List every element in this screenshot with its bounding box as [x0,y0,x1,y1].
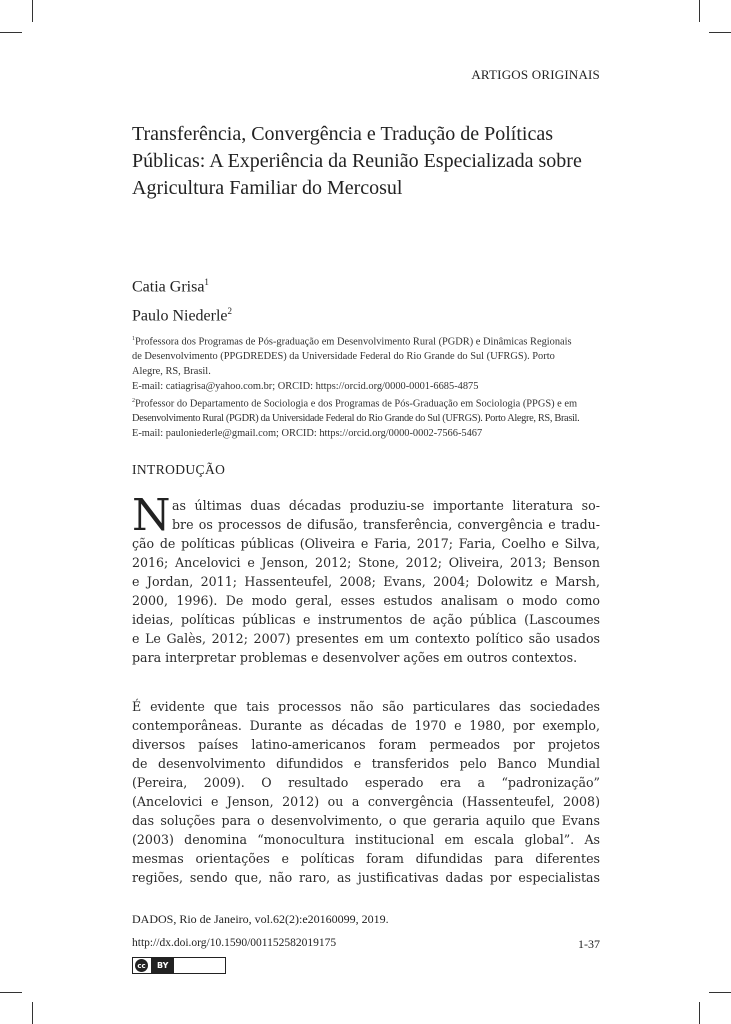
drop-cap: N [132,490,171,541]
affiliation-1 [132,332,602,394]
text-line: (Ancelovici e Jenson, 2012) ou a convergência (Hassenteufel, 2008) [132,794,600,809]
text-line: ção de políticas públicas (Oliveira e Faria, 2017; Faria, Coelho e Silva, [132,536,600,551]
text-line: diversos países latino-americanos foram permeados por projetos [132,737,600,752]
text-line: (Pereira, 2009). O resultado esperado era a “padronização” [132,775,600,790]
affiliation-line: Desenvolvimento Rural (PGDR) da Universidade Federal do Rio Grande do Sul (UFRGS). Porto Alegre, RS, Brasil. [132,413,580,425]
author-mark: 1 [204,277,209,287]
journal-citation: DADOS, Rio de Janeiro, vol.62(2):e20160099, 2019. [132,912,389,926]
text-line: É evidente que tais processos não são particulares das sociedades [132,699,600,714]
page-range: 1-37 [578,937,600,951]
text-line: 2000, 1996). De modo geral, esses estudos analisam o modo como [132,593,600,608]
text-line: 2016; Ancelovici e Jenson, 2012; Stone, 2012; Oliveira, 2013; Benson [132,555,600,570]
paragraph-2 [132,697,600,887]
section-heading: INTRODUÇÃO [132,462,226,477]
author [132,270,232,299]
author [132,299,232,328]
affiliation-line: Alegre, RS, Brasil. [132,366,211,378]
text-line: bre os processos de difusão, transferência, convergência e tradu- [172,517,600,532]
section-label: ARTIGOS ORIGINAIS [471,67,600,82]
affiliation-2 [132,394,602,441]
crop-mark [709,992,731,993]
text-line: (2003) denomina “monocultura institucional em escala global”. As [132,832,600,847]
text-line: regiões, sendo que, não raro, as justificativas dadas por especialistas [132,870,600,885]
text-line: as últimas duas décadas produziu-se importante literatura so- [172,498,600,513]
crop-mark [32,0,33,22]
crop-mark [709,32,731,33]
title-line: Transferência, Convergência e Tradução de Políticas [132,123,554,145]
affiliation-line: de Desenvolvimento (PPGDREDES) da Universidade Federal do Rio Grande do Sul (UFRGS). Porto [132,351,555,363]
by-label: BY [151,958,174,973]
text-line: para interpretar problemas e desenvolver ações em outros contextos. [132,650,578,665]
crop-mark [699,1002,700,1024]
text-line: mesmas orientações e políticas foram difundidas para diferentes [132,851,600,866]
crop-mark [0,992,22,993]
text-line: contemporâneas. Durante as décadas de 1970 e 1980, por exemplo, [132,718,600,733]
author-list [132,270,232,329]
affiliation-email: E-mail: pauloniederle@gmail.com; ORCID: https://orcid.org/0000-0002-7566-5467 [132,428,483,440]
article-title [132,121,612,202]
doi-link[interactable]: http://dx.doi.org/10.1590/001152582019175 [132,937,337,949]
author-name: Paulo Niederle [132,307,228,325]
title-line: Públicas: A Experiência da Reunião Especializada sobre [132,150,582,172]
crop-mark [32,1002,33,1024]
cc-icon: cc [135,959,148,972]
author-name: Catia Grisa [132,278,205,296]
affiliation-line: $^1$Professora dos Programas de Pós-graduação em Desenvolvimento Rural (PGDR) e Dinâmicas Regionais [132,336,572,348]
text-line: ideias, políticas públicas e instrumentos de ação pública (Lascoumes [132,612,600,627]
text-line: e Le Galès, 2012; 2007) presentes em um contexto político são usados [132,631,600,646]
author-mark: 2 [227,306,233,317]
cc-license-badge[interactable] [132,957,226,974]
paragraph-1 [132,490,600,667]
affiliation-email: E-mail: catiagrisa@yahoo.com.br; ORCID: https://orcid.org/0000-0001-6685-4875 [132,381,479,393]
affiliation-mark: 1 [132,336,135,342]
affiliation-mark: 2 [132,398,135,404]
text-line: e Jordan, 2011; Hassenteufel, 2008; Evans, 2004; Dolowitz e Marsh, [132,574,600,589]
title-line: Agricultura Familiar do Mercosul [132,177,403,199]
crop-mark [699,0,700,22]
text-line: de desenvolvimento difundidos e transferidos pelo Banco Mundial [132,756,600,771]
crop-mark [0,32,22,33]
text-line: das soluções para o desenvolvimento, o que geraria aquilo que Evans [132,813,600,828]
affiliation-line: $^2$Professor do Departamento de Sociologia e dos Programas de Pós-Graduação em Sociologia (PPGS) e em [132,398,578,410]
